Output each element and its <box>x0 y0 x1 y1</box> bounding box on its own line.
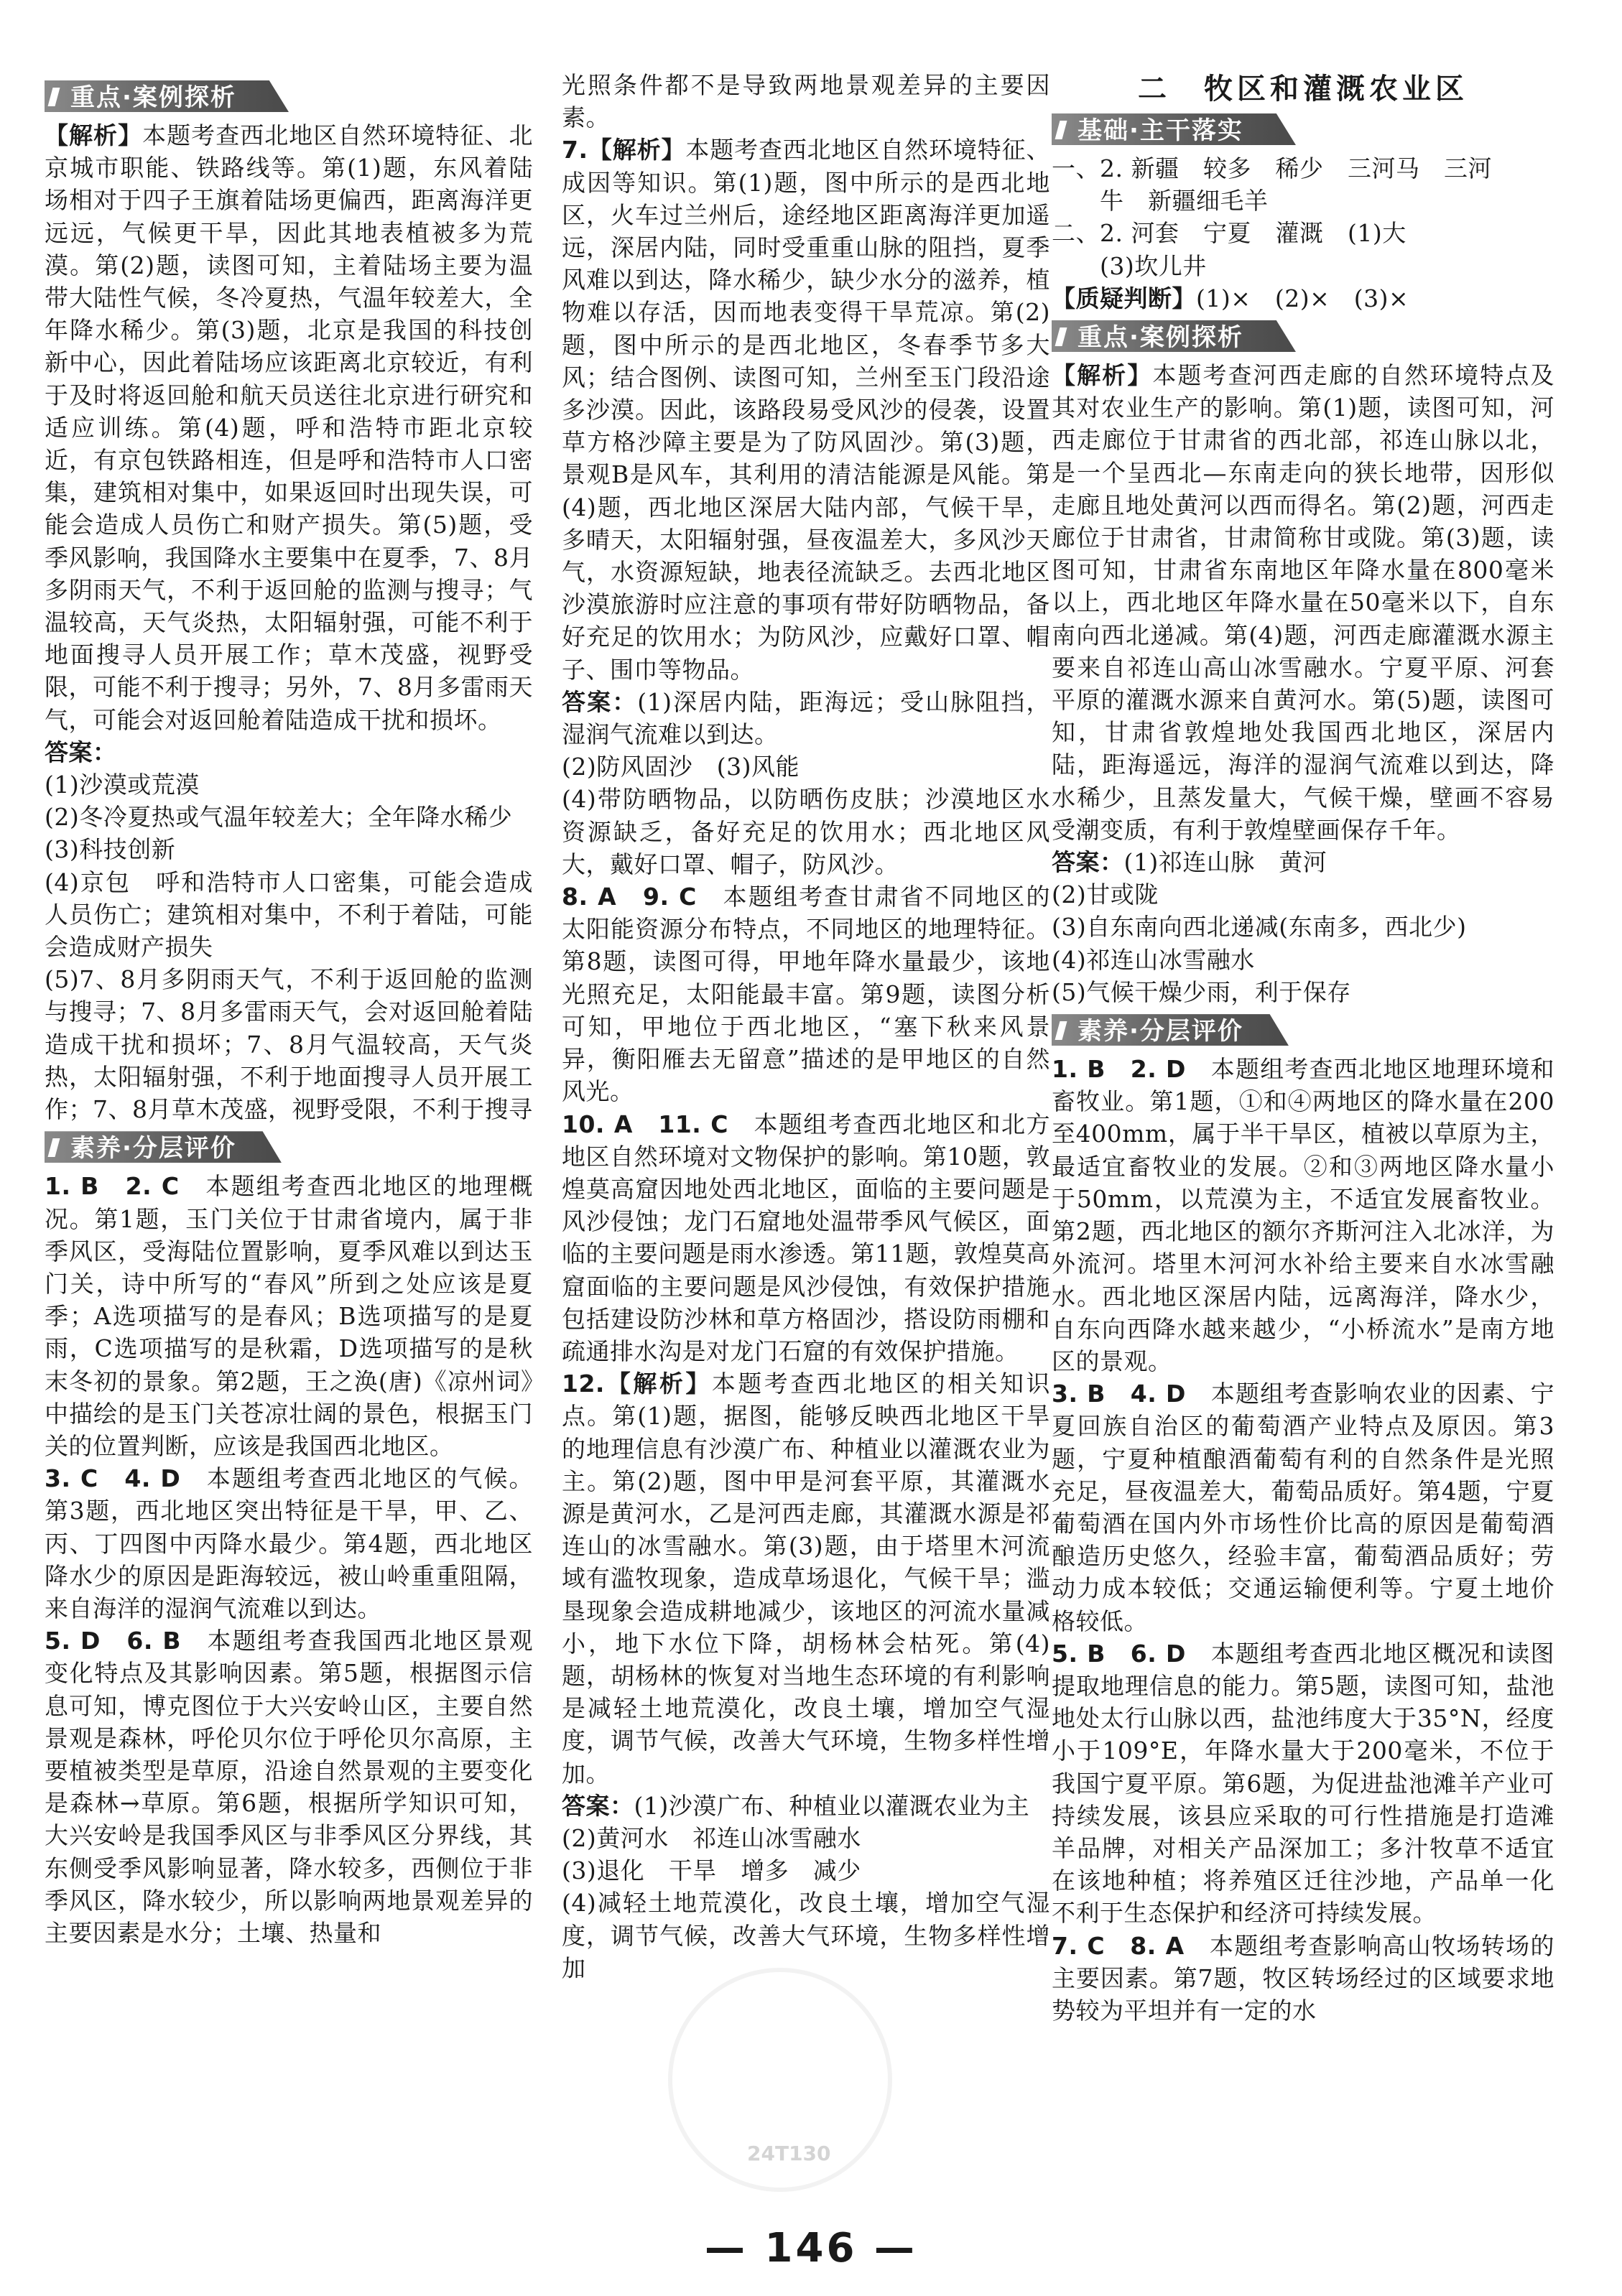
book-code: 24T130 <box>747 2142 831 2165</box>
analysis-text: 本题考查西北地区自然环境特征、北京城市职能、铁路线等。第(1)题，东风着陆场相对于四子王旗着陆场更偏西，距离海洋更远远，气候更干旱，因此其地表植被多为荒漠。第(2)题，读图可知，主着陆场主要为温带大陆性气候，冬冷夏热，气温年较差大，全年降水稀少。第(3)题，北京是我国的科技创新中心，因此着陆场应该距离北京较近，有利于及时将返回舱和航天员送往北京进行研究和适应训练。第(4)题，呼和浩特市距北京较近，有京包铁路相连，但是呼和浩特市人口密集，建筑相对集中，如果返回时出现失误，可能会造成人员伤亡和财产损失。第(5)题，受季风影响，我国降水主要集中在夏季，7、8月多阴雨天气，不利于返回舱的监测与搜寻；气温较高，天气炎热，太阳辐射强，可能不利于地面搜寻人员开展工作；草木茂盛，视野受限，可能不利于搜寻；另外，7、8月多雷雨天气，可能会对返回舱着陆造成干扰和损坏。 <box>45 121 534 734</box>
answer-line: (3)自东南向西北递减(东南多，西北少) <box>1052 913 1467 942</box>
question-text: 本题组考查西北地区的气候。第3题，西北地区突出特征是干旱，甲、乙、丙、丁四图中丙降水最少。第4题，西北地区降水少的原因是距海较远，被山岭重重阻隔，来自海洋的湿润气流难以到达。 <box>45 1464 534 1622</box>
question-item <box>45 1462 533 1625</box>
section-title: 二 牧区和灌溉农业区 <box>1138 73 1468 106</box>
question-label: 3. C 4. D <box>45 1464 181 1493</box>
items-block <box>45 1170 533 1949</box>
question-item <box>562 880 1050 1107</box>
question-label: 10. A 11. C <box>562 1110 728 1138</box>
answer-label: 答案： <box>45 738 117 766</box>
answer-line: (1)沙漠广布、种植业以灌溉农业为主 <box>634 1791 1030 1820</box>
question-item <box>1052 1377 1554 1637</box>
analysis-block <box>45 119 533 1125</box>
judge-text: (1)× (2)× (3)× <box>1196 284 1409 312</box>
question-label: 1. B 2. D <box>1052 1055 1186 1084</box>
question-item <box>1052 1053 1554 1377</box>
answer-line: (4)带防晒物品，以防晒伤皮肤；沙漠地区水资源缺乏，备好充足的饮用水；西北地区风大，戴好口罩、帽子，防风沙。 <box>562 785 1050 878</box>
question-label: 7.【解析】 <box>562 136 686 164</box>
column-right <box>1052 75 1554 2027</box>
section-header-focus <box>1052 317 1554 353</box>
header-title: 素养·分层评价 <box>70 1134 236 1163</box>
basics-block <box>1052 152 1554 315</box>
question-label: 5. B 6. D <box>1052 1639 1186 1668</box>
column-left <box>45 75 533 1949</box>
answer-line: (2)甘或陇 <box>1052 880 1159 909</box>
question-text: 本题组考查甘肃省不同地区的太阳能资源分布特点，不同地区的地理特征。第8题，读图可得，甲地年降水量最少，该地光照充足，太阳能最丰富。第9题，读图分析可知，甲地位于西北地区，“塞下秋来风景异，衡阳雁去无留意”描述的是甲地区的自然风光。 <box>562 883 1051 1106</box>
question-item <box>562 1108 1050 1368</box>
answer-line: (3)退化 干旱 增多 减少 <box>562 1856 861 1885</box>
basics-line: 牛 新疆细毛羊 <box>1052 187 1269 215</box>
items-block <box>1052 1053 1554 2027</box>
question-item <box>562 1367 1050 1790</box>
question-text: 本题组考查影响高山牧场转场的主要因素。第7题，牧区转场经过的区域要求地势较为平坦并有一定的水 <box>1052 1931 1555 2025</box>
question-item <box>45 1625 533 1949</box>
section-header-basics <box>1052 111 1554 147</box>
page-number: — 146 — <box>705 2225 917 2272</box>
question-text: 本题考查西北地区的相关知识点。第(1)题，据图，能够反映西北地区干旱的地理信息有沙漠广布、种植业以灌溉农业为主。第(2)题，图中甲是河套平原，其灌溉水源是黄河水，乙是河西走廊，其灌溉水源是祁连山的冰雪融水。第(3)题，由于塔里木河流域有滥牧现象，造成草场退化，气候干旱；滥垦现象会造成耕地减少，该地区的河流水量减小，地下水位下降，胡杨林会枯死。第(4)题，胡杨林的恢复对当地生态环境的有利影响是减轻土地荒漠化，改良土壤，增加空气湿度，调节气候，改善大气环境，生物多样性增加。 <box>562 1370 1050 1788</box>
question-item <box>45 1170 533 1462</box>
answer-label: 答案： <box>1052 848 1124 877</box>
question-text: 本题组考查西北地区和北方地区自然环境对文物保护的影响。第10题，敦煌莫高窟因地处西北地区，面临的主要问题是风沙侵蚀；龙门石窟地处温带季风气候区，面临的主要问题是雨水渗透。第11题，敦煌莫高窟面临的主要问题是风沙侵蚀，有效保护措施包括建设防沙林和草方格固沙，搭设防雨棚和疏通排水沟是对龙门石窟的有效保护措施。 <box>562 1110 1051 1365</box>
continued-text: 光照条件都不是导致两地景观差异的主要因素。 <box>562 71 1050 132</box>
question-item <box>562 134 1050 685</box>
answer-line: (2)防风固沙 (3)风能 <box>562 753 800 781</box>
question-label: 7. C 8. A <box>1052 1931 1185 1960</box>
answer-line: (4)祁连山冰雪融水 <box>1052 945 1255 974</box>
answer-line: (1)沙漠或荒漠 <box>45 771 200 799</box>
answer-line: (5)7、8月多阴雨天气，不利于返回舱的监测与搜寻；7、8月多雷雨天气，会对返回舱着陆造成干扰和损坏；7、8月气温较高，天气炎热，太阳辐射强，不利于地面搜寻人员开展工作；7、8月草木茂盛，视野受限，不利于搜寻 <box>45 965 533 1124</box>
question-label: 5. D 6. B <box>45 1627 182 1655</box>
question-text: 本题组考查西北地区地理环境和畜牧业。第1题，①和④两地区的降水量在200至400mm，属于半干旱区，植被以草原为主，最适宜畜牧业的发展。②和③两地区降水量小于50mm，以荒漠为主，不适宜发展畜牧业。第2题，西北地区的额尔齐斯河注入北冰洋，为外流河。塔里木河河水补给主要来自水冰雪融水。西北地区深居内陆，远离海洋，降水少，自东向西降水越来越少，“小桥流水”是南方地区的景观。 <box>1052 1055 1554 1375</box>
question-text: 本题组考查西北地区概况和读图提取地理信息的能力。第5题，读图可知，盐池地处太行山脉以西，盐池纬度大于35°N，经度小于109°E，年降水量大于200毫米，不位于我国宁夏平原。第6题，为促进盐池滩羊产业可持续发展，该县应采取的可行性措施是打造滩羊品牌，对相关产品深加工；多汁牧草不适宜在该地种植；将养殖区迁往沙地，产品单一化不利于生态保护和经济可持续发展。 <box>1052 1639 1554 1928</box>
answer-label: 答案： <box>562 687 638 716</box>
basics-line: 二、2. 河套 宁夏 灌溉 (1)大 <box>1052 219 1406 248</box>
header-title: 重点·案例探析 <box>70 83 236 112</box>
answer-line: (2)冬冷夏热或气温年较差大；全年降水稀少 <box>45 803 513 832</box>
analysis-label: 【解析】 <box>45 121 143 149</box>
answer-line: (3)科技创新 <box>45 835 176 864</box>
section-header-literacy <box>45 1128 533 1164</box>
answer-line: (4)减轻土地荒漠化，改良土壤，增加空气湿度，调节气候，改善大气环境，生物多样性增加 <box>562 1889 1050 1982</box>
question-text: 本题组考查我国西北地区景观变化特点及其影响因素。第5题，根据图示信息可知，博克图位于大兴安岭山区，主要自然景观是森林，呼伦贝尔位于呼伦贝尔高原，主要植被类型是草原，沿途自然景观的主要变化是森林→草原。第6题，根据所学知识可知，大兴安岭是我国季风区与非季风区分界线，其东侧受季风影响显著，降水较多，西侧位于非季风区，降水较少，所以影响两地景观差异的主要因素是水分；土壤、热量和 <box>45 1627 533 1947</box>
answer-line: (4)京包 呼和浩特市人口密集，可能会造成人员伤亡；建筑相对集中，不利于着陆，可能会造成财产损失 <box>45 868 533 962</box>
answer-line: (1)深居内陆，距海远；受山脉阻挡，湿润气流难以到达。 <box>562 687 1050 749</box>
header-title: 基础·主干落实 <box>1078 116 1243 145</box>
answer-line: (1)祁连山脉 黄河 <box>1123 848 1327 877</box>
analysis-text: 本题考查河西走廊的自然环境特点及其对农业生产的影响。第(1)题，读图可知，河西走廊位于甘肃省的西北部，祁连山脉以北，是一个呈西北—东南走向的狭长地带，因形似走廊且地处黄河以西而得名。第(2)题，河西走廊位于甘肃省，甘肃简称甘或陇。第(3)题，读图可知，甘肃省东南地区年降水量在800毫米以上，西北地区年降水量在50毫米以下，自东南向西北递减。第(4)题，河西走廊灌溉水源主要来自祁连山高山冰雪融水。宁夏平原、河套平原的灌溉水源来自黄河水。第(5)题，读图可知，甘肃省敦煌地处我国西北地区，深居内陆，距海遥远，海洋的湿润气流难以到达，降水稀少，且蒸发量大，气候干燥，壁画不容易受潮变质，有利于敦煌壁画保存千年。 <box>1052 361 1555 844</box>
judge-label: 【质疑判断】 <box>1052 284 1196 312</box>
answer-line: (2)黄河水 祁连山冰雪融水 <box>562 1823 861 1852</box>
analysis-label: 【解析】 <box>1052 361 1153 390</box>
answer-label: 答案： <box>562 1791 634 1820</box>
analysis-block <box>1052 359 1554 1008</box>
question-item <box>1052 1637 1554 1930</box>
column-middle <box>562 69 1050 1984</box>
header-title: 素养·分层评价 <box>1078 1017 1243 1046</box>
header-title: 重点·案例探析 <box>1078 323 1243 353</box>
question-text: 本题考查西北地区自然环境特征、成因等知识。第(1)题，图中所示的是西北地区，火车过兰州后，途经地区距离海洋更加遥远，深居内陆，同时受重重山脉的阻挡，夏季风难以到达，降水稀少，缺少水分的滋养，植物难以存活，因而地表变得干旱荒凉。第(2)题，图中所示的是西北地区，冬春季节多大风；结合图例、读图可知，兰州至玉门段沿途多沙漠。因此，该路段易受风沙的侵袭，设置草方格沙障主要是为了防风固沙。第(3)题，景观B是风车，其利用的清洁能源是风能。第(4)题，西北地区深居大陆内部，气候干旱，多晴天，太阳辐射强，昼夜温差大，多风沙天气，水资源短缺，地表径流缺乏。去西北地区沙漠旅游时应注意的事项有带好防晒物品，备好充足的饮用水；为防风沙，应戴好口罩、帽子、围巾等物品。 <box>562 136 1051 684</box>
basics-line: 一、2. 新疆 较多 稀少 三河马 三河 <box>1052 154 1492 182</box>
question-text: 本题组考查西北地区的地理概况。第1题，玉门关位于甘肃省境内，属于非季风区，受海陆位置影响，夏季风难以到达玉门关，诗中所写的“春风”所到之处应该是夏季；A选项描写的是春风；B选项描写的是夏雨，C选项描写的是秋霜，D选项描写的是秋末冬初的景象。第2题，王之涣(唐)《凉州词》中描绘的是玉门关苍凉壮阔的景色，根据玉门关的位置判断，应该是我国西北地区。 <box>45 1172 534 1460</box>
question-label: 1. B 2. C <box>45 1172 180 1201</box>
basics-line: (3)坎儿井 <box>1052 251 1207 280</box>
question-label: 3. B 4. D <box>1052 1380 1186 1408</box>
question-label: 8. A 9. C <box>562 883 697 911</box>
answer-line: (5)气候干燥少雨，利于保存 <box>1052 977 1351 1006</box>
question-label: 12.【解析】 <box>562 1370 712 1398</box>
section-header-literacy <box>1052 1011 1554 1047</box>
question-text: 本题组考查影响农业的因素、宁夏回族自治区的葡萄酒产业特点及原因。第3题，宁夏种植酿酒葡萄有利的自然条件是光照充足，昼夜温差大，葡萄品质好。第4题，宁夏葡萄酒在国内外市场性价比高的原因是葡萄酒酿造历史悠久，经验丰富，葡萄酒品质好；劳动力成本较低；交通运输便利等。宁夏土地价格较低。 <box>1052 1380 1554 1635</box>
middle-block <box>562 69 1050 1984</box>
question-item <box>1052 1930 1554 2027</box>
section-header-focus <box>45 78 533 113</box>
